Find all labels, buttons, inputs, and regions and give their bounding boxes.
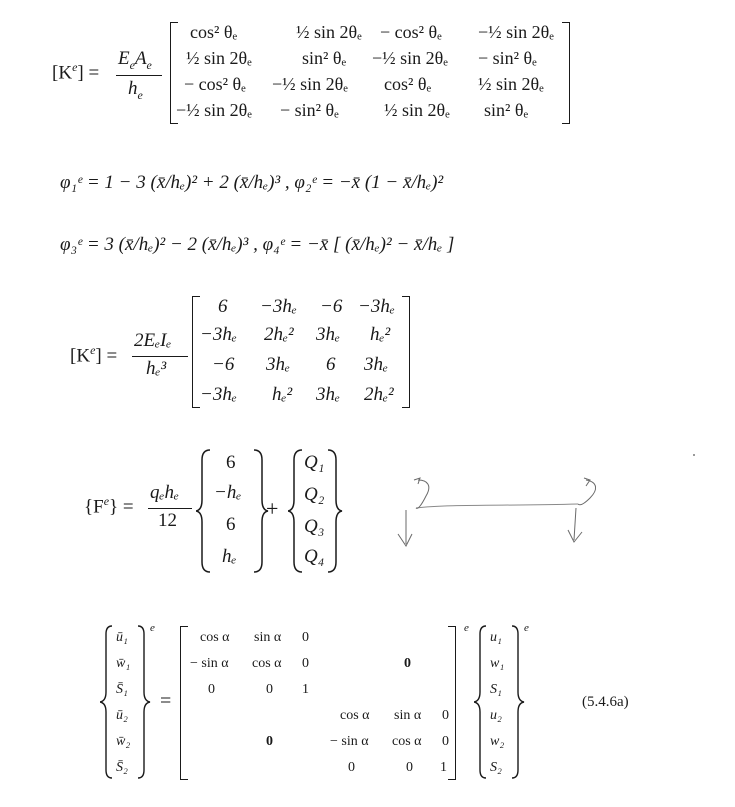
- eq4-lhs-left-brace: [100, 626, 112, 778]
- moment-arrowhead-right: [584, 478, 590, 486]
- eq4-rhs-left-brace: [474, 626, 486, 778]
- eq4-rhs-right-brace: [512, 626, 524, 778]
- eq1-cell: −½ sin 2θₑ: [272, 74, 348, 94]
- eq3-vec2-entry: Q₃: [304, 516, 325, 537]
- eq1-cell: ½ sin 2θₑ: [384, 100, 450, 120]
- eq4-lhs-entry: w̄₂: [116, 734, 131, 749]
- eq3-vec1-entry: −hₑ: [214, 482, 242, 503]
- force-arrowhead-left: [398, 534, 412, 546]
- eq4-left-bracket: [180, 626, 188, 780]
- hand-drawn-beam-sketch: [388, 474, 608, 550]
- force-arrow-right: [574, 508, 576, 540]
- eq1-cell: ½ sin 2θₑ: [296, 22, 362, 42]
- eq2-cell: −3hₑ: [260, 296, 297, 317]
- eq4-rhs-entry: w₂: [490, 734, 505, 749]
- eq3-vec1-entry: 6: [226, 452, 236, 473]
- eq2-cell: 3hₑ: [316, 384, 340, 405]
- eq4-zero-block-upper: 0: [404, 656, 411, 671]
- eq1-cell: − cos² θₑ: [184, 74, 246, 94]
- eq2-cell: 3hₑ: [316, 324, 340, 345]
- equation-label: (5.4.6a): [582, 694, 629, 710]
- eq1-cell: cos² θₑ: [384, 74, 432, 94]
- eq4-block1-cell: − sin α: [190, 656, 229, 671]
- eq4-rhs-entry: u₁: [490, 630, 502, 645]
- eq4-block1-cell: sin α: [254, 630, 282, 645]
- eq4-block1-cell: cos α: [252, 656, 282, 671]
- eq4-block1-cell: 1: [302, 682, 309, 697]
- eq2-cell: hₑ²: [272, 384, 293, 405]
- eq3-lhs: $\{F^e\}$ =: [84, 494, 134, 518]
- eq4-rhs-superscript: e: [524, 622, 529, 634]
- eq2-cell: 6: [218, 296, 228, 317]
- eq1-cell: − sin² θₑ: [280, 100, 339, 120]
- eq1-cell: cos² θₑ: [190, 22, 238, 42]
- eq1-cell: ½ sin 2θₑ: [478, 74, 544, 94]
- eq1-lhs: $[K^e]$ =: [52, 60, 100, 84]
- eq1-cell: −½ sin 2θₑ: [478, 22, 554, 42]
- eq1-cell: ½ sin 2θₑ: [186, 48, 252, 68]
- eq4-block2-cell: 0: [348, 760, 355, 775]
- eq1-cell: sin² θₑ: [484, 100, 529, 120]
- eq2-cell: −3hₑ: [200, 324, 237, 345]
- eq3-vec1-entry: hₑ: [222, 546, 237, 567]
- eq4-zero-block-lower: 0: [266, 734, 273, 749]
- eq1-cell: −½ sin 2θₑ: [372, 48, 448, 68]
- eq4-block2-cell: − sin α: [330, 734, 369, 749]
- eq1-right-bracket: [562, 22, 570, 124]
- eq1-coef-numerator: $E_eA_e$: [118, 48, 152, 72]
- eq4-lhs-entry: ū₂: [116, 708, 128, 723]
- eq2-cell: 3hₑ: [364, 354, 388, 375]
- eq4-block1-cell: 0: [302, 630, 309, 645]
- eq4-matrix-superscript: e: [464, 622, 469, 634]
- eq4-block2-cell: 0: [442, 708, 449, 723]
- shape-functions-line-2: φ₃ᵉ = 3 (x̄/hₑ)² − 2 (x̄/hₑ)³ , φ₄ᵉ = −x̄ [ (x̄/hₑ)² − x̄/hₑ ]: [60, 234, 455, 255]
- eq4-rhs-entry: S₁: [490, 682, 502, 697]
- eq4-block2-cell: 0: [442, 734, 449, 749]
- eq3-left-brace-2: [288, 450, 302, 572]
- eq1-fraction-bar: [116, 75, 162, 76]
- eq4-lhs-braces: [100, 624, 156, 780]
- eq2-cell: −3hₑ: [200, 384, 237, 405]
- eq4-block1-cell: 0: [302, 656, 309, 671]
- eq3-vec2-entry: Q₄: [304, 546, 325, 567]
- eq2-right-bracket: [402, 296, 410, 408]
- eq4-block1-cell: 0: [266, 682, 273, 697]
- eq2-cell: −6: [320, 296, 343, 317]
- shape-functions-line-1: φ₁ᵉ = 1 − 3 (x̄/hₑ)² + 2 (x̄/hₑ)³ , φ₂ᵉ = −x̄ (1 − x̄/hₑ)²: [60, 172, 444, 193]
- eq3-vec2-entry: Q₂: [304, 484, 325, 505]
- eq4-block2-cell: cos α: [340, 708, 370, 723]
- eq4-right-bracket: [448, 626, 456, 780]
- moment-arrow-right: [578, 480, 596, 505]
- eq4-rhs-entry: w₁: [490, 656, 505, 671]
- eq4-lhs-entry: ū₁: [116, 630, 128, 645]
- eq2-left-bracket: [192, 296, 200, 408]
- eq4-rhs-entry: u₂: [490, 708, 502, 723]
- eq4-lhs-entry: S̄₁: [116, 682, 128, 697]
- eq2-cell: 6: [326, 354, 336, 375]
- eq4-equals: =: [160, 690, 172, 712]
- eq2-lhs: $[K^e]$ =: [70, 343, 118, 367]
- eq3-coef-denominator: 12: [158, 510, 177, 531]
- eq2-cell: hₑ²: [370, 324, 391, 345]
- eq1-coef-denominator: $h_e$: [128, 78, 143, 102]
- eq4-lhs-entry: S̄₂: [116, 760, 128, 775]
- eq3-right-brace-2: [328, 450, 342, 572]
- eq2-cell: 2hₑ²: [364, 384, 394, 405]
- eq4-rhs-braces: [474, 624, 530, 780]
- eq2-cell: −3hₑ: [358, 296, 395, 317]
- eq3-vec2-entry: Q₁: [304, 452, 325, 473]
- eq4-block2-cell: sin α: [394, 708, 422, 723]
- eq2-coef-denominator: hₑ³: [146, 358, 167, 379]
- moment-arrow-left: [416, 480, 429, 508]
- eq4-block2-cell: 1: [440, 760, 447, 775]
- moment-arrowhead-left: [414, 478, 420, 484]
- eq3-vec1-entry: 6: [226, 514, 236, 535]
- eq3-left-brace-1: [196, 450, 210, 572]
- eq4-block1-cell: 0: [208, 682, 215, 697]
- eq2-coef-numerator: 2EₑIₑ: [134, 330, 172, 351]
- eq1-cell: −½ sin 2θₑ: [176, 100, 252, 120]
- eq1-cell: − sin² θₑ: [478, 48, 537, 68]
- eq2-cell: 2hₑ²: [264, 324, 294, 345]
- eq4-lhs-superscript: e: [150, 622, 155, 634]
- eq4-lhs-right-brace: [138, 626, 150, 778]
- eq4-block1-cell: cos α: [200, 630, 230, 645]
- eq4-block2-cell: 0: [406, 760, 413, 775]
- eq4-rhs-entry: S₂: [490, 760, 502, 775]
- eq2-cell: −6: [212, 354, 235, 375]
- eq3-plus: +: [266, 496, 279, 521]
- eq4-lhs-entry: w̄₁: [116, 656, 131, 671]
- eq3-coef-numerator: qₑhₑ: [150, 482, 179, 503]
- stray-mark: [693, 454, 695, 456]
- eq2-cell: 3hₑ: [266, 354, 290, 375]
- eq4-block2-cell: cos α: [392, 734, 422, 749]
- beam-line: [416, 504, 578, 508]
- eq1-cell: sin² θₑ: [302, 48, 347, 68]
- eq1-cell: − cos² θₑ: [380, 22, 442, 42]
